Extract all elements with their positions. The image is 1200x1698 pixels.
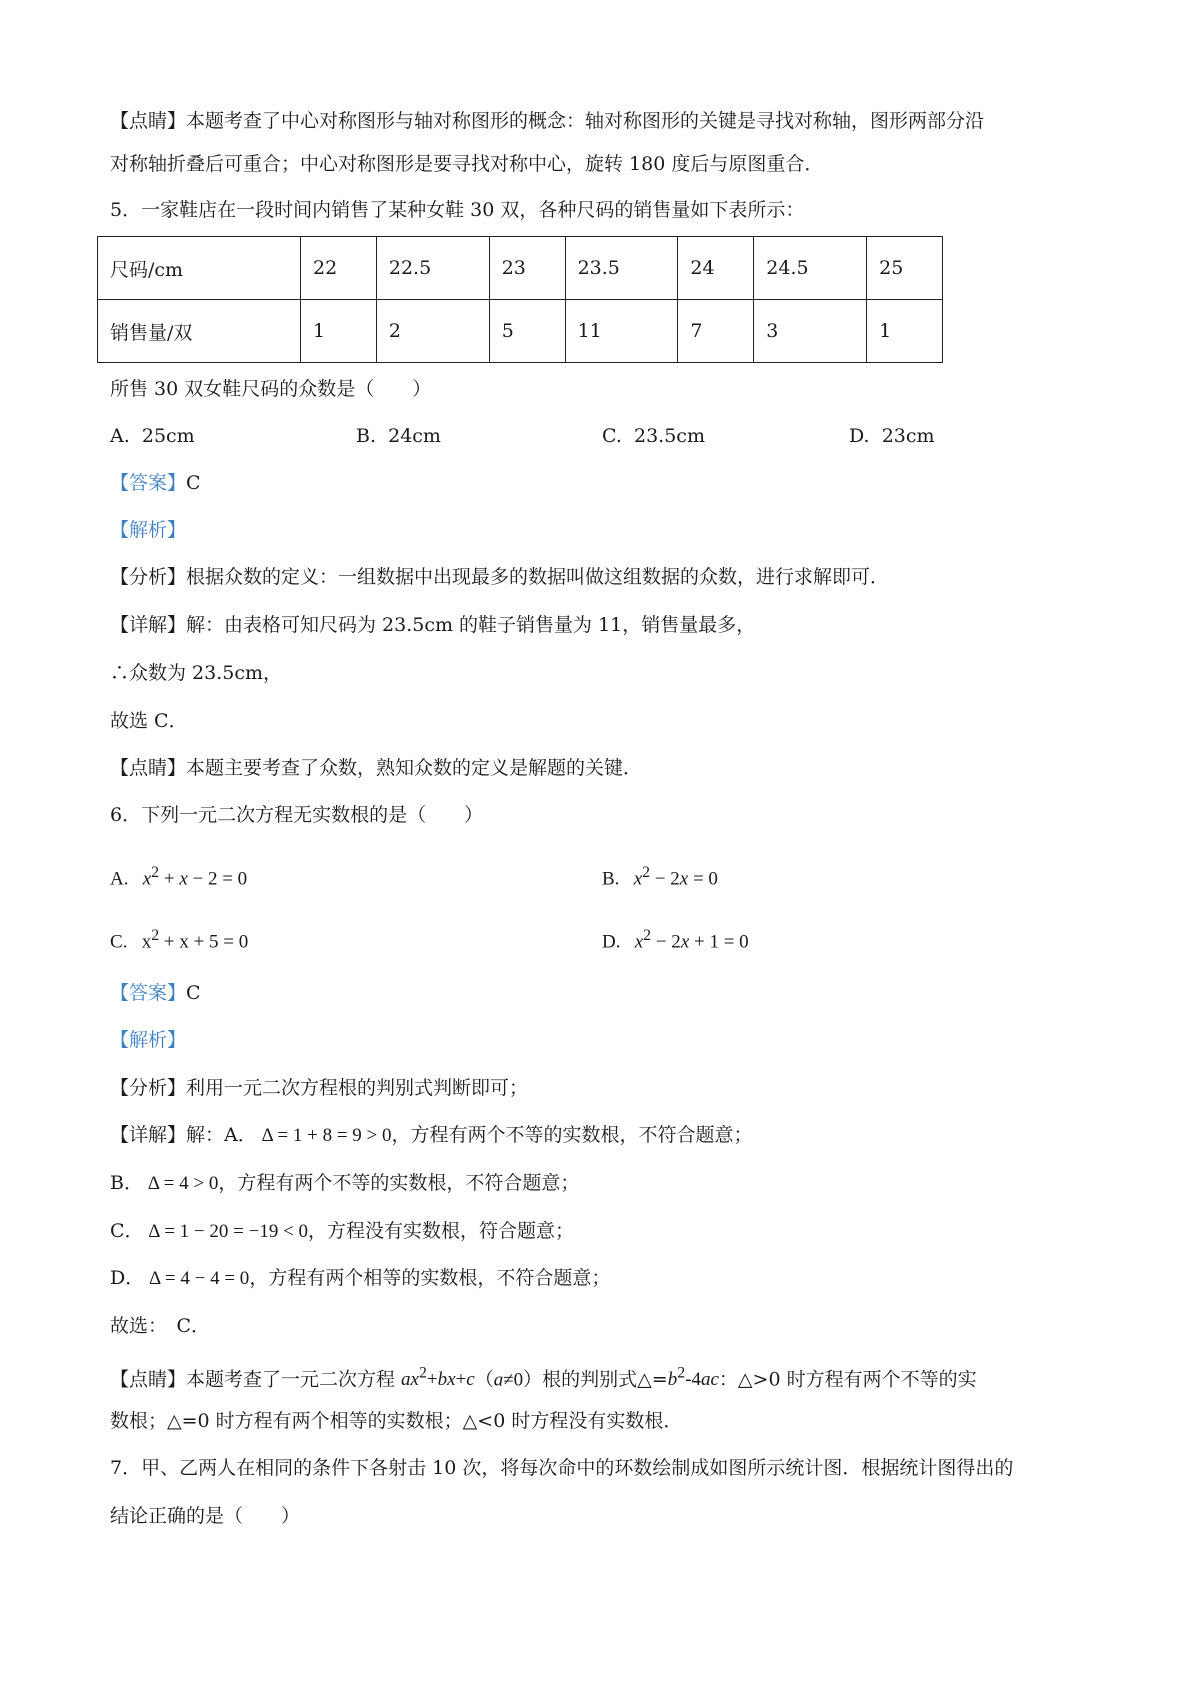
q6-choose: 故选： C． <box>110 1315 211 1337</box>
q6-option-c: C. $x^2 + x + 5 = 0$ <box>110 927 249 953</box>
answer-value: C <box>186 472 201 494</box>
table-cell: 3 <box>754 300 867 363</box>
q6-dianjing-line1: 【点睛】本题考查了一元二次方程 $ax^2+bx+c(a\ne 0)$根的判别式$\triangle=b^2-4ac$：△>0 时方程有两个不等的实 <box>110 1365 977 1391</box>
table-cell: 24 <box>678 237 754 300</box>
answer-label: 【答案】 <box>110 982 187 1004</box>
table-cell: 1 <box>867 300 943 363</box>
q6-detail-a: 【详解】解：A． Δ = 1 + 8 = 9 > 0，方程有两个不等的实数根，不符合题意； <box>110 1124 753 1146</box>
table-row <box>98 300 943 363</box>
table-cell: 11 <box>565 300 678 363</box>
table-cell: 25 <box>867 237 943 300</box>
q5-option-b: B. 24cm <box>356 425 441 447</box>
table-cell: 22 <box>301 237 377 300</box>
table-cell: 2 <box>376 300 489 363</box>
table-header-size: 尺码/cm <box>98 237 301 300</box>
q5-fenxi: 【分析】根据众数的定义：一组数据中出现最多的数据叫做这组数据的众数，进行求解即可． <box>110 566 890 588</box>
q6-option-a: A. $x^2 + x - 2 = 0$ <box>110 864 248 890</box>
table-cell: 7 <box>678 300 754 363</box>
q7-stem-line2: 结论正确的是（ ） <box>110 1505 301 1527</box>
q5-therefore: ∴众数为 23.5cm， <box>110 662 283 684</box>
q6-stem: 6．下列一元二次方程无实数根的是（ ） <box>110 804 484 826</box>
q7-stem-line1: 7．甲、乙两人在相同的条件下各射击 10 次，将每次命中的环数绘制成如图所示统计图．根据统计图得出的 <box>110 1457 1014 1479</box>
q5-option-d: D. 23cm <box>849 425 935 447</box>
q6-analysis-label: 【解析】 <box>110 1029 187 1051</box>
answer-label: 【答案】 <box>110 472 187 494</box>
q5-question: 所售 30 双女鞋尺码的众数是（ ） <box>110 378 432 400</box>
table-cell: 23.5 <box>565 237 678 300</box>
q6-detail-b: B． Δ = 4 > 0，方程有两个不等的实数根，不符合题意； <box>110 1172 580 1194</box>
q6-fenxi: 【分析】利用一元二次方程根的判别式判断即可； <box>110 1077 529 1099</box>
q4-note-line1: 【点睛】本题考查了中心对称图形与轴对称图形的概念：轴对称图形的关键是寻找对称轴，图形两部分沿 <box>110 110 985 132</box>
q5-dianjing: 【点睛】本题主要考查了众数，熟知众数的定义是解题的关键． <box>110 757 643 779</box>
q4-note-line2: 对称轴折叠后可重合；中心对称图形是要寻找对称中心，旋转 180 度后与原图重合． <box>110 153 824 175</box>
q5-option-a: A. 25cm <box>110 425 195 447</box>
table-cell: 23 <box>489 237 565 300</box>
table-row <box>98 237 943 300</box>
q6-option-b: B. $x^2 - 2x = 0$ <box>602 864 718 890</box>
q6-detail-c: C． Δ = 1 − 20 = −19 < 0，方程没有实数根，符合题意； <box>110 1220 575 1242</box>
q6-detail-d: D． Δ = 4 − 4 = 0，方程有两个相等的实数根，不符合题意； <box>110 1267 611 1289</box>
q6-dianjing-line2: 数根；△=0 时方程有两个相等的实数根；△<0 时方程没有实数根． <box>110 1410 683 1432</box>
table-cell: 24.5 <box>754 237 867 300</box>
table-header-count: 销售量/双 <box>98 300 301 363</box>
q5-stem: 5．一家鞋店在一段时间内销售了某种女鞋 30 双，各种尺码的销售量如下表所示： <box>110 199 805 221</box>
q6-answer <box>110 980 201 1006</box>
q5-answer <box>110 470 201 496</box>
answer-value: C <box>186 982 201 1004</box>
q5-choose: 故选 C． <box>110 710 188 732</box>
table-cell: 5 <box>489 300 565 363</box>
table-cell: 1 <box>301 300 377 363</box>
q5-analysis-label: 【解析】 <box>110 519 187 541</box>
q5-xiangjie: 【详解】解：由表格可知尺码为 23.5cm 的鞋子销售量为 11，销售量最多， <box>110 614 756 636</box>
table-cell: 22.5 <box>376 237 489 300</box>
size-sales-table <box>97 236 943 363</box>
q6-option-d: D. $x^2 - 2x + 1 = 0$ <box>602 927 749 953</box>
q5-option-c: C. 23.5cm <box>602 425 705 447</box>
